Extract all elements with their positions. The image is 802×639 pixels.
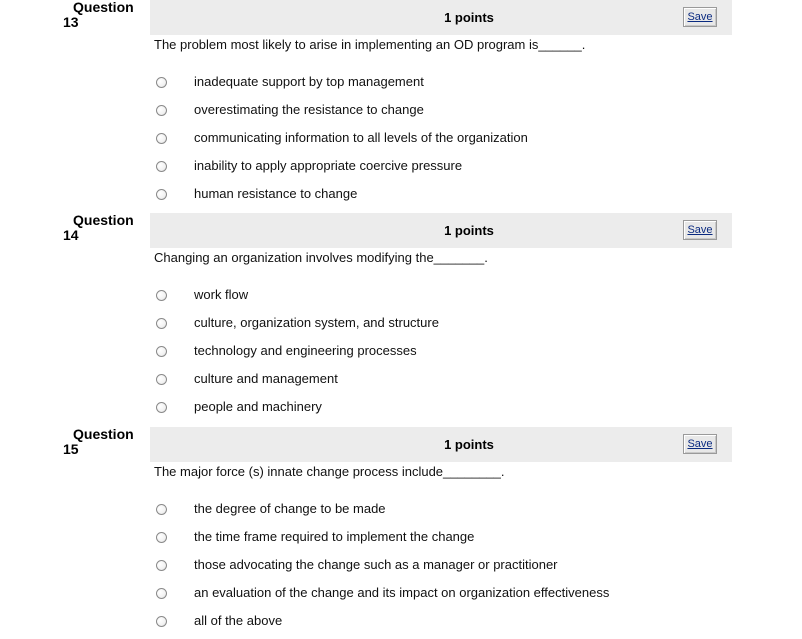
- question-number: 15: [63, 441, 79, 457]
- radio-button[interactable]: [156, 189, 167, 200]
- answer-label: all of the above: [194, 613, 283, 628]
- radio-button[interactable]: [156, 77, 167, 88]
- answer-label: overestimating the resistance to change: [194, 102, 424, 117]
- question-points: 1 points: [444, 223, 494, 238]
- question-text: The problem most likely to arise in implementing an OD program is______.: [154, 37, 586, 52]
- question-header-bar: [150, 213, 732, 248]
- answer-choices: [0, 499, 802, 639]
- answer-label: communicating information to all levels of the organization: [194, 130, 528, 145]
- answer-choice[interactable]: [0, 285, 802, 313]
- answer-label: people and machinery: [194, 399, 322, 414]
- answer-choice[interactable]: [0, 184, 802, 212]
- answer-choice[interactable]: [0, 369, 802, 397]
- question-header: [0, 213, 802, 248]
- answer-choice[interactable]: [0, 100, 802, 128]
- answer-label: an evaluation of the change and its impact on organization effectiveness: [194, 585, 610, 600]
- radio-button[interactable]: [156, 290, 167, 301]
- answer-label: human resistance to change: [194, 186, 358, 201]
- answer-label: work flow: [194, 287, 249, 302]
- answer-label: culture and management: [194, 371, 338, 386]
- question-header: [0, 0, 802, 35]
- question-13: [0, 0, 802, 201]
- answer-choices: [0, 285, 802, 425]
- answer-choice[interactable]: [0, 313, 802, 341]
- answer-choice[interactable]: [0, 611, 802, 639]
- question-label: [62, 213, 148, 248]
- radio-button[interactable]: [156, 318, 167, 329]
- answer-label: the degree of change to be made: [194, 501, 386, 516]
- radio-button[interactable]: [156, 374, 167, 385]
- save-button[interactable]: Save: [683, 434, 717, 454]
- answer-choices: [0, 72, 802, 212]
- radio-button[interactable]: [156, 532, 167, 543]
- question-number: 14: [63, 227, 79, 243]
- question-15: [0, 426, 802, 628]
- answer-choice[interactable]: [0, 72, 802, 100]
- answer-choice[interactable]: [0, 527, 802, 555]
- save-button[interactable]: Save: [683, 7, 717, 27]
- question-header: [0, 427, 802, 462]
- question-header-bar: [150, 427, 732, 462]
- question-word: Question: [73, 426, 134, 442]
- radio-button[interactable]: [156, 161, 167, 172]
- radio-button[interactable]: [156, 105, 167, 116]
- question-text: The major force (s) innate change process include________.: [154, 464, 505, 479]
- answer-choice[interactable]: [0, 156, 802, 184]
- answer-label: inadequate support by top management: [194, 74, 424, 89]
- radio-button[interactable]: [156, 346, 167, 357]
- question-label: [62, 427, 148, 462]
- question-points: 1 points: [444, 10, 494, 25]
- radio-button[interactable]: [156, 616, 167, 627]
- question-word: Question: [73, 0, 134, 15]
- question-label: [62, 0, 148, 35]
- radio-button[interactable]: [156, 133, 167, 144]
- answer-label: inability to apply appropriate coercive pressure: [194, 158, 463, 173]
- radio-button[interactable]: [156, 560, 167, 571]
- question-number: 13: [63, 14, 79, 30]
- answer-choice[interactable]: [0, 555, 802, 583]
- question-text: Changing an organization involves modifying the_______.: [154, 250, 488, 265]
- answer-choice[interactable]: [0, 499, 802, 527]
- answer-label: technology and engineering processes: [194, 343, 417, 358]
- answer-label: the time frame required to implement the change: [194, 529, 475, 544]
- question-points: 1 points: [444, 437, 494, 452]
- answer-choice[interactable]: [0, 583, 802, 611]
- radio-button[interactable]: [156, 402, 167, 413]
- answer-label: culture, organization system, and structure: [194, 315, 439, 330]
- answer-label: those advocating the change such as a manager or practitioner: [194, 557, 558, 572]
- answer-choice[interactable]: [0, 341, 802, 369]
- save-button[interactable]: Save: [683, 220, 717, 240]
- radio-button[interactable]: [156, 588, 167, 599]
- question-header-bar: [150, 0, 732, 35]
- answer-choice[interactable]: [0, 128, 802, 156]
- question-word: Question: [73, 212, 134, 228]
- answer-choice[interactable]: [0, 397, 802, 425]
- radio-button[interactable]: [156, 504, 167, 515]
- question-14: [0, 212, 802, 414]
